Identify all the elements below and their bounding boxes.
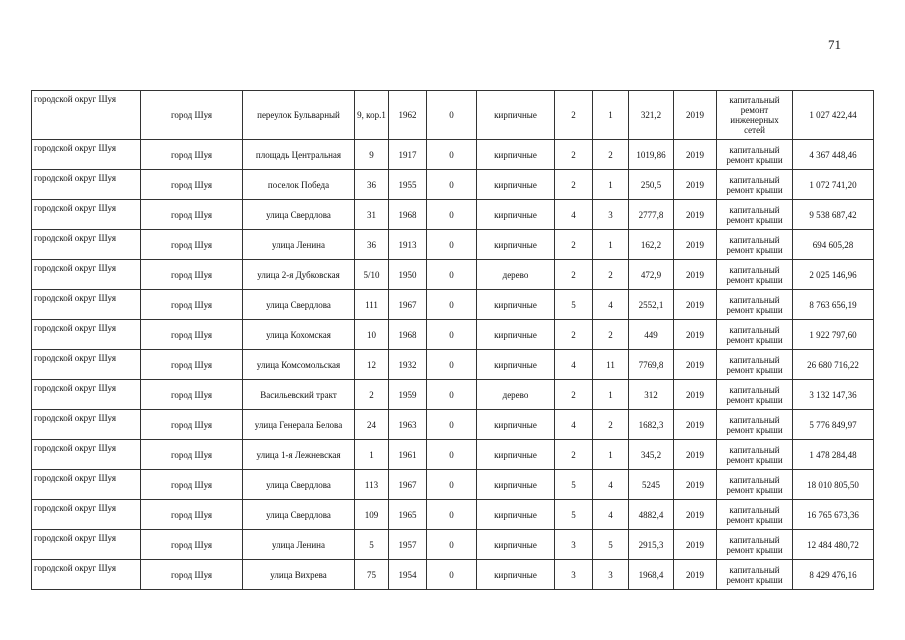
plan-year-cell: 2019 xyxy=(674,410,717,440)
entrances-cell: 3 xyxy=(593,200,629,230)
build-year-cell: 1967 xyxy=(389,290,427,320)
house-number-cell: 109 xyxy=(355,500,389,530)
plan-year-cell: 2019 xyxy=(674,260,717,290)
cost-cell: 4 367 448,46 xyxy=(793,140,874,170)
work-type-cell: капитальный ремонт крыши xyxy=(717,170,793,200)
wall-material-cell: кирпичные xyxy=(477,470,555,500)
plan-year-cell: 2019 xyxy=(674,500,717,530)
city-cell: город Шуя xyxy=(141,260,243,290)
area-cell: 2915,3 xyxy=(629,530,674,560)
city-cell: город Шуя xyxy=(141,230,243,260)
build-year-cell: 1965 xyxy=(389,500,427,530)
area-cell: 345,2 xyxy=(629,440,674,470)
plan-year-cell: 2019 xyxy=(674,560,717,590)
floors-cell: 2 xyxy=(555,170,593,200)
entrances-cell: 11 xyxy=(593,350,629,380)
cost-cell: 12 484 480,72 xyxy=(793,530,874,560)
city-cell: город Шуя xyxy=(141,440,243,470)
district-cell: городской округ Шуя xyxy=(32,500,141,530)
floors-cell: 2 xyxy=(555,440,593,470)
house-number-cell: 9, кор.1 xyxy=(355,91,389,140)
wall-material-cell: кирпичные xyxy=(477,440,555,470)
table-row xyxy=(32,560,874,590)
district-cell: городской округ Шуя xyxy=(32,410,141,440)
plan-year-cell: 2019 xyxy=(674,140,717,170)
street-cell: улица 1-я Лежневская xyxy=(243,440,355,470)
floors-cell: 2 xyxy=(555,260,593,290)
zero-cell: 0 xyxy=(427,230,477,260)
entrances-cell: 3 xyxy=(593,560,629,590)
entrances-cell: 4 xyxy=(593,500,629,530)
house-number-cell: 1 xyxy=(355,440,389,470)
district-cell: городской округ Шуя xyxy=(32,470,141,500)
plan-year-cell: 2019 xyxy=(674,91,717,140)
district-cell: городской округ Шуя xyxy=(32,200,141,230)
table-row xyxy=(32,260,874,290)
wall-material-cell: кирпичные xyxy=(477,350,555,380)
table-row xyxy=(32,410,874,440)
entrances-cell: 5 xyxy=(593,530,629,560)
floors-cell: 3 xyxy=(555,560,593,590)
floors-cell: 4 xyxy=(555,350,593,380)
floors-cell: 2 xyxy=(555,230,593,260)
wall-material-cell: кирпичные xyxy=(477,290,555,320)
house-number-cell: 36 xyxy=(355,230,389,260)
area-cell: 2777,8 xyxy=(629,200,674,230)
city-cell: город Шуя xyxy=(141,560,243,590)
build-year-cell: 1968 xyxy=(389,200,427,230)
table-row xyxy=(32,350,874,380)
zero-cell: 0 xyxy=(427,91,477,140)
work-type-cell: капитальный ремонт крыши xyxy=(717,440,793,470)
district-cell: городской округ Шуя xyxy=(32,350,141,380)
wall-material-cell: кирпичные xyxy=(477,530,555,560)
house-number-cell: 111 xyxy=(355,290,389,320)
house-number-cell: 10 xyxy=(355,320,389,350)
street-cell: улица Свердлова xyxy=(243,290,355,320)
build-year-cell: 1968 xyxy=(389,320,427,350)
work-type-cell: капитальный ремонт крыши xyxy=(717,530,793,560)
district-cell: городской округ Шуя xyxy=(32,170,141,200)
cost-cell: 18 010 805,50 xyxy=(793,470,874,500)
street-cell: улица Комсомольская xyxy=(243,350,355,380)
cost-cell: 26 680 716,22 xyxy=(793,350,874,380)
wall-material-cell: кирпичные xyxy=(477,170,555,200)
wall-material-cell: кирпичные xyxy=(477,560,555,590)
table-row xyxy=(32,530,874,560)
table-row xyxy=(32,200,874,230)
district-cell: городской округ Шуя xyxy=(32,290,141,320)
build-year-cell: 1932 xyxy=(389,350,427,380)
zero-cell: 0 xyxy=(427,470,477,500)
entrances-cell: 2 xyxy=(593,140,629,170)
city-cell: город Шуя xyxy=(141,320,243,350)
plan-year-cell: 2019 xyxy=(674,380,717,410)
city-cell: город Шуя xyxy=(141,350,243,380)
work-type-cell: капитальный ремонт крыши xyxy=(717,560,793,590)
wall-material-cell: кирпичные xyxy=(477,230,555,260)
plan-year-cell: 2019 xyxy=(674,470,717,500)
zero-cell: 0 xyxy=(427,260,477,290)
area-cell: 2552,1 xyxy=(629,290,674,320)
build-year-cell: 1967 xyxy=(389,470,427,500)
district-cell: городской округ Шуя xyxy=(32,230,141,260)
cost-cell: 9 538 687,42 xyxy=(793,200,874,230)
area-cell: 7769,8 xyxy=(629,350,674,380)
work-type-cell: капитальный ремонт крыши xyxy=(717,470,793,500)
street-cell: улица Свердлова xyxy=(243,470,355,500)
floors-cell: 5 xyxy=(555,290,593,320)
floors-cell: 2 xyxy=(555,91,593,140)
housing-repair-table xyxy=(31,90,874,590)
city-cell: город Шуя xyxy=(141,530,243,560)
cost-cell: 5 776 849,97 xyxy=(793,410,874,440)
table-body xyxy=(32,91,874,590)
table-row xyxy=(32,170,874,200)
build-year-cell: 1955 xyxy=(389,170,427,200)
zero-cell: 0 xyxy=(427,500,477,530)
cost-cell: 16 765 673,36 xyxy=(793,500,874,530)
entrances-cell: 1 xyxy=(593,440,629,470)
city-cell: город Шуя xyxy=(141,380,243,410)
table-row xyxy=(32,440,874,470)
house-number-cell: 12 xyxy=(355,350,389,380)
cost-cell: 8 763 656,19 xyxy=(793,290,874,320)
work-type-cell: капитальный ремонт инженерных сетей xyxy=(717,91,793,140)
district-cell: городской округ Шуя xyxy=(32,91,141,140)
floors-cell: 2 xyxy=(555,380,593,410)
cost-cell: 1 027 422,44 xyxy=(793,91,874,140)
house-number-cell: 2 xyxy=(355,380,389,410)
district-cell: городской округ Шуя xyxy=(32,260,141,290)
city-cell: город Шуя xyxy=(141,170,243,200)
table-row xyxy=(32,290,874,320)
house-number-cell: 5/10 xyxy=(355,260,389,290)
street-cell: площадь Центральная xyxy=(243,140,355,170)
district-cell: городской округ Шуя xyxy=(32,440,141,470)
zero-cell: 0 xyxy=(427,380,477,410)
zero-cell: 0 xyxy=(427,290,477,320)
build-year-cell: 1962 xyxy=(389,91,427,140)
build-year-cell: 1913 xyxy=(389,230,427,260)
street-cell: улица 2-я Дубковская xyxy=(243,260,355,290)
area-cell: 5245 xyxy=(629,470,674,500)
work-type-cell: капитальный ремонт крыши xyxy=(717,290,793,320)
build-year-cell: 1954 xyxy=(389,560,427,590)
zero-cell: 0 xyxy=(427,410,477,440)
entrances-cell: 1 xyxy=(593,230,629,260)
entrances-cell: 4 xyxy=(593,470,629,500)
area-cell: 250,5 xyxy=(629,170,674,200)
work-type-cell: капитальный ремонт крыши xyxy=(717,320,793,350)
cost-cell: 694 605,28 xyxy=(793,230,874,260)
area-cell: 472,9 xyxy=(629,260,674,290)
entrances-cell: 2 xyxy=(593,260,629,290)
area-cell: 1019,86 xyxy=(629,140,674,170)
house-number-cell: 113 xyxy=(355,470,389,500)
zero-cell: 0 xyxy=(427,200,477,230)
build-year-cell: 1963 xyxy=(389,410,427,440)
wall-material-cell: кирпичные xyxy=(477,91,555,140)
zero-cell: 0 xyxy=(427,560,477,590)
street-cell: улица Ленина xyxy=(243,530,355,560)
work-type-cell: капитальный ремонт крыши xyxy=(717,410,793,440)
district-cell: городской округ Шуя xyxy=(32,530,141,560)
cost-cell: 1 922 797,60 xyxy=(793,320,874,350)
work-type-cell: капитальный ремонт крыши xyxy=(717,380,793,410)
street-cell: Васильевский тракт xyxy=(243,380,355,410)
area-cell: 1968,4 xyxy=(629,560,674,590)
floors-cell: 4 xyxy=(555,200,593,230)
area-cell: 4882,4 xyxy=(629,500,674,530)
floors-cell: 2 xyxy=(555,320,593,350)
district-cell: городской округ Шуя xyxy=(32,140,141,170)
build-year-cell: 1917 xyxy=(389,140,427,170)
entrances-cell: 1 xyxy=(593,170,629,200)
city-cell: город Шуя xyxy=(141,470,243,500)
city-cell: город Шуя xyxy=(141,140,243,170)
entrances-cell: 1 xyxy=(593,380,629,410)
street-cell: поселок Победа xyxy=(243,170,355,200)
plan-year-cell: 2019 xyxy=(674,530,717,560)
table-row xyxy=(32,140,874,170)
work-type-cell: капитальный ремонт крыши xyxy=(717,260,793,290)
street-cell: улица Свердлова xyxy=(243,200,355,230)
wall-material-cell: кирпичные xyxy=(477,500,555,530)
entrances-cell: 2 xyxy=(593,410,629,440)
plan-year-cell: 2019 xyxy=(674,290,717,320)
plan-year-cell: 2019 xyxy=(674,350,717,380)
plan-year-cell: 2019 xyxy=(674,320,717,350)
house-number-cell: 31 xyxy=(355,200,389,230)
area-cell: 162,2 xyxy=(629,230,674,260)
build-year-cell: 1961 xyxy=(389,440,427,470)
work-type-cell: капитальный ремонт крыши xyxy=(717,230,793,260)
area-cell: 1682,3 xyxy=(629,410,674,440)
table-row xyxy=(32,91,874,140)
plan-year-cell: 2019 xyxy=(674,170,717,200)
table-row xyxy=(32,230,874,260)
house-number-cell: 9 xyxy=(355,140,389,170)
floors-cell: 3 xyxy=(555,530,593,560)
cost-cell: 1 478 284,48 xyxy=(793,440,874,470)
street-cell: улица Генерала Белова xyxy=(243,410,355,440)
table-row xyxy=(32,380,874,410)
house-number-cell: 36 xyxy=(355,170,389,200)
area-cell: 312 xyxy=(629,380,674,410)
table-row xyxy=(32,320,874,350)
wall-material-cell: кирпичные xyxy=(477,410,555,440)
floors-cell: 2 xyxy=(555,140,593,170)
build-year-cell: 1950 xyxy=(389,260,427,290)
floors-cell: 4 xyxy=(555,410,593,440)
zero-cell: 0 xyxy=(427,440,477,470)
cost-cell: 2 025 146,96 xyxy=(793,260,874,290)
plan-year-cell: 2019 xyxy=(674,200,717,230)
cost-cell: 8 429 476,16 xyxy=(793,560,874,590)
house-number-cell: 24 xyxy=(355,410,389,440)
table-row xyxy=(32,500,874,530)
cost-cell: 3 132 147,36 xyxy=(793,380,874,410)
wall-material-cell: кирпичные xyxy=(477,140,555,170)
plan-year-cell: 2019 xyxy=(674,440,717,470)
zero-cell: 0 xyxy=(427,170,477,200)
wall-material-cell: дерево xyxy=(477,260,555,290)
city-cell: город Шуя xyxy=(141,200,243,230)
floors-cell: 5 xyxy=(555,470,593,500)
zero-cell: 0 xyxy=(427,530,477,560)
district-cell: городской округ Шуя xyxy=(32,320,141,350)
entrances-cell: 2 xyxy=(593,320,629,350)
plan-year-cell: 2019 xyxy=(674,230,717,260)
work-type-cell: капитальный ремонт крыши xyxy=(717,500,793,530)
build-year-cell: 1957 xyxy=(389,530,427,560)
street-cell: улица Ленина xyxy=(243,230,355,260)
house-number-cell: 75 xyxy=(355,560,389,590)
work-type-cell: капитальный ремонт крыши xyxy=(717,140,793,170)
zero-cell: 0 xyxy=(427,320,477,350)
wall-material-cell: кирпичные xyxy=(477,320,555,350)
wall-material-cell: дерево xyxy=(477,380,555,410)
house-number-cell: 5 xyxy=(355,530,389,560)
street-cell: улица Кохомская xyxy=(243,320,355,350)
area-cell: 321,2 xyxy=(629,91,674,140)
work-type-cell: капитальный ремонт крыши xyxy=(717,350,793,380)
entrances-cell: 4 xyxy=(593,290,629,320)
street-cell: переулок Бульварный xyxy=(243,91,355,140)
street-cell: улица Вихрева xyxy=(243,560,355,590)
street-cell: улица Свердлова xyxy=(243,500,355,530)
area-cell: 449 xyxy=(629,320,674,350)
wall-material-cell: кирпичные xyxy=(477,200,555,230)
district-cell: городской округ Шуя xyxy=(32,380,141,410)
city-cell: город Шуя xyxy=(141,410,243,440)
city-cell: город Шуя xyxy=(141,500,243,530)
zero-cell: 0 xyxy=(427,350,477,380)
floors-cell: 5 xyxy=(555,500,593,530)
page-number: 71 xyxy=(828,37,841,52)
city-cell: город Шуя xyxy=(141,91,243,140)
zero-cell: 0 xyxy=(427,140,477,170)
entrances-cell: 1 xyxy=(593,91,629,140)
cost-cell: 1 072 741,20 xyxy=(793,170,874,200)
build-year-cell: 1959 xyxy=(389,380,427,410)
city-cell: город Шуя xyxy=(141,290,243,320)
district-cell: городской округ Шуя xyxy=(32,560,141,590)
table-row xyxy=(32,470,874,500)
work-type-cell: капитальный ремонт крыши xyxy=(717,200,793,230)
